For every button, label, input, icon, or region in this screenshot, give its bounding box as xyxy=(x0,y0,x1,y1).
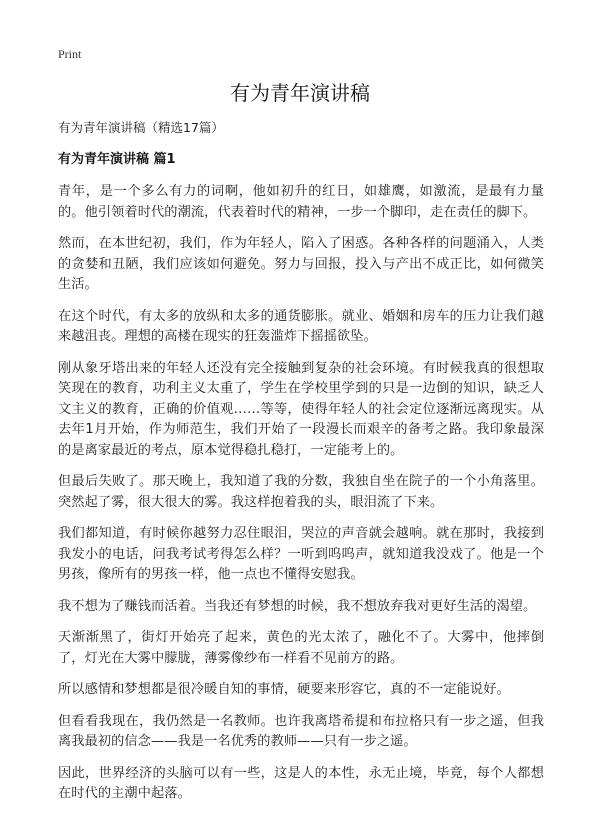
paragraph: 但看看我现在，我仍然是一名教师。也许我离塔希提和布拉格只有一步之遥，但我离我最初的信念——我是一名优秀的教师——只有一步之遥。 xyxy=(58,713,544,749)
paragraph: 然而，在本世纪初，我们，作为年轻人，陷入了困惑。各种各样的问题涌入，人类的贪婪和丑陋，我们应该如何避免。努力与回报，投入与产出不成正比，如何微笑生活。 xyxy=(58,236,544,292)
paragraph: 所以感情和梦想都是很冷暖自知的事情，硬要来形容它，真的不一定能说好。 xyxy=(58,682,510,697)
paragraph: 天渐渐黑了，街灯开始亮了起来，黄色的光太浓了，融化不了。大雾中，他摔倒了，灯光在大雾中朦胧，薄雾像纱布一样看不见前方的路。 xyxy=(58,630,544,666)
paragraph: 刚从象牙塔出来的年轻人还没有完全接触到复杂的社会环境。有时候我真的很想取笑现在的教育，功利主义太重了，学生在学校里学到的只是一边倒的知识，缺乏人文主义的教育，正确的价值观……等等，使得年轻人的社会定位逐渐远离现实。从去年1月开始，作为师范生，我们开始了一段漫长而艰辛的备考之路。我印象最深的是离家最近的考点，原本觉得稳扎稳打，一定能考上的。 xyxy=(58,360,544,458)
document-subtitle: 有为青年演讲稿（精选17篇） xyxy=(58,120,224,135)
article-body xyxy=(58,182,544,816)
page-title: 有为青年演讲稿 xyxy=(230,81,370,105)
paragraph: 在这个时代，有太多的放纵和太多的通货膨胀。就业、婚姻和房车的压力让我们越来越沮丧。理想的高楼在现实的狂轰滥炸下摇摇欲坠。 xyxy=(58,308,544,344)
paragraph: 青年，是一个多么有力的词啊，他如初升的红日，如雄鹰，如激流，是最有力量的。他引领着时代的潮流，代表着时代的精神，一步一个脚印，走在责任的脚下。 xyxy=(58,184,544,220)
print-link[interactable]: Print xyxy=(58,47,82,61)
section-heading: 有为青年演讲稿 篇1 xyxy=(58,152,176,167)
paragraph: 因此，世界经济的头脑可以有一些，这是人的本性，永无止境，毕竟，每个人都想在时代的主潮中起落。 xyxy=(58,765,544,801)
paragraph: 我们都知道，有时候你越努力忍住眼泪，哭泣的声音就会越响。就在那时，我接到我发小的电话，问我考试考得怎么样？一听到呜呜声，就知道我没戏了。他是一个男孩，像所有的男孩一样，他一点也不懂得安慰我。 xyxy=(58,526,544,582)
paragraph: 我不想为了赚钱而活着。当我还有梦想的时候，我不想放弃我对更好生活的渴望。 xyxy=(58,598,537,614)
paragraph: 但最后失败了。那天晚上，我知道了我的分数，我独自坐在院子的一个小角落里。突然起了雾，很大很大的雾。我这样抱着我的头，眼泪流了下来。 xyxy=(58,474,544,510)
